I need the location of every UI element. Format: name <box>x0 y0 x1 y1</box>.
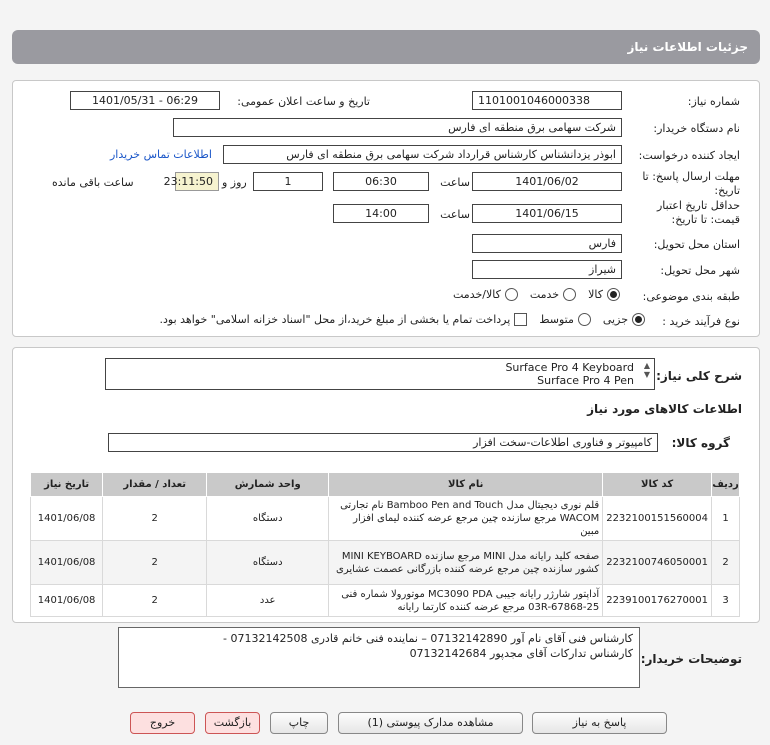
category-radio-goods-service[interactable] <box>505 288 518 301</box>
deadline-date-field: 1401/06/02 <box>472 172 622 191</box>
deadline-time-field: 06:30 <box>333 172 429 191</box>
summary-line-2: Surface Pro 4 Pen <box>537 374 634 387</box>
page-header <box>12 30 760 64</box>
row-code: 2232100151560004 <box>603 497 712 541</box>
buyer-notes-line-2: کارشناس تدارکات آقای مجدپور 07132142684 <box>409 647 633 660</box>
category-option-goods-service: کالا/خدمت <box>453 288 501 301</box>
process-option-minor: جزیی <box>602 313 628 326</box>
province-label: استان محل تحویل: <box>653 238 740 251</box>
row-date: 1401/06/08 <box>31 585 103 617</box>
city-field: شیراز <box>472 260 622 279</box>
process-option-medium: متوسط <box>539 313 574 326</box>
col-index: ردیف <box>712 473 740 497</box>
deadline-label-1: مهلت ارسال پاسخ: تا <box>642 170 740 183</box>
validity-time-label: ساعت <box>440 208 470 221</box>
row-qty: 2 <box>103 541 207 585</box>
row-index: 1 <box>712 497 740 541</box>
col-name: نام کالا <box>329 473 603 497</box>
summary-line-1: Surface Pro 4 Keyboard <box>505 361 634 374</box>
category-option-service: خدمت <box>529 288 560 301</box>
row-qty: 2 <box>103 585 207 617</box>
summary-field <box>105 358 655 390</box>
buyer-org-label: نام دستگاه خریدار: <box>653 122 740 135</box>
back-button[interactable]: بازگشت <box>205 712 260 734</box>
row-name: آداپتور شارژر رایانه جیبی MC3090 PDA موتورولا شماره فنی 03R-67868-25 مرجع عرضه کننده کارتما رایانه <box>329 585 603 617</box>
category-radio-goods[interactable] <box>607 288 620 301</box>
category-options <box>445 288 620 301</box>
contact-info-link[interactable]: اطلاعات تماس خریدار <box>110 148 212 161</box>
process-options <box>152 313 645 326</box>
validity-date-field: 1401/06/15 <box>472 204 622 223</box>
treasury-checkbox[interactable] <box>514 313 527 326</box>
remaining-label: ساعت باقی مانده <box>52 176 134 189</box>
need-number-field: 1101001046000338 <box>472 91 622 110</box>
row-code: 2232100746050001 <box>603 541 712 585</box>
page-title: جزئیات اطلاعات نیاز <box>627 40 748 54</box>
table-row <box>31 541 740 585</box>
print-button[interactable]: چاپ <box>270 712 328 734</box>
validity-label-1: حداقل تاریخ اعتبار <box>656 199 740 212</box>
remaining-time-field: 23:11:50 <box>175 172 219 191</box>
row-name: قلم نوری دیجیتال مدل Bamboo Pen and Touch نام تجارتی WACOM مرجع سازنده چین مرجع عرضه کننده لیمای افزار مبین <box>329 497 603 541</box>
col-qty: تعداد / مقدار <box>103 473 207 497</box>
row-unit: دستگاه <box>207 541 329 585</box>
buyer-notes-field <box>118 627 640 688</box>
announce-label: تاریخ و ساعت اعلان عمومی: <box>237 95 370 108</box>
days-field: 1 <box>253 172 323 191</box>
table-row <box>31 585 740 617</box>
category-radio-service[interactable] <box>563 288 576 301</box>
goods-table <box>30 472 740 617</box>
col-date: تاریخ نیاز <box>31 473 103 497</box>
buyer-notes-label: توضیحات خریدار: <box>640 652 742 666</box>
summary-label: شرح کلی نیاز: <box>656 369 742 383</box>
category-option-goods: کالا <box>588 288 603 301</box>
payment-note: پرداخت تمام یا بخشی از مبلغ خرید،از محل "اسناد خزانه اسلامی" خواهد بود. <box>159 313 511 326</box>
need-number-label: شماره نیاز: <box>687 95 740 108</box>
goods-group-field: کامپیوتر و فناوری اطلاعات-سخت افزار <box>108 433 658 452</box>
row-qty: 2 <box>103 497 207 541</box>
days-label: روز و <box>222 176 247 189</box>
province-field: فارس <box>472 234 622 253</box>
row-unit: دستگاه <box>207 497 329 541</box>
validity-label-2: قیمت: تا تاریخ: <box>671 213 740 226</box>
validity-time-field: 14:00 <box>333 204 429 223</box>
creator-label: ایجاد کننده درخواست: <box>638 149 740 162</box>
goods-group-label: گروه کالا: <box>671 436 730 450</box>
attachments-button[interactable]: مشاهده مدارک پیوستی (1) <box>338 712 523 734</box>
buyer-org-field: شرکت سهامی برق منطقه ای فارس <box>173 118 622 137</box>
category-label: طبقه بندی موضوعی: <box>642 290 740 303</box>
deadline-time-label: ساعت <box>440 176 470 189</box>
row-date: 1401/06/08 <box>31 541 103 585</box>
creator-field: ابوذر یزدانشناس کارشناس قرارداد شرکت سهامی برق منطقه ای فارس <box>223 145 622 164</box>
city-label: شهر محل تحویل: <box>660 264 740 277</box>
reply-button[interactable]: پاسخ به نیاز <box>532 712 667 734</box>
buyer-notes-line-1: کارشناس فنی آقای نام آور 07132142890 – نماینده فنی خانم قادری 07132142508 - <box>223 632 633 645</box>
process-radio-medium[interactable] <box>578 313 591 326</box>
process-label: نوع فرآیند خرید : <box>662 315 740 328</box>
col-code: کد کالا <box>603 473 712 497</box>
row-date: 1401/06/08 <box>31 497 103 541</box>
row-unit: عدد <box>207 585 329 617</box>
row-index: 3 <box>712 585 740 617</box>
goods-section-title: اطلاعات کالاهای مورد نیاز <box>587 402 742 416</box>
row-index: 2 <box>712 541 740 585</box>
table-row <box>31 497 740 541</box>
process-radio-minor[interactable] <box>632 313 645 326</box>
exit-button[interactable]: خروج <box>130 712 195 734</box>
row-name: صفحه کلید رایانه مدل MINI مرجع سازنده MINI KEYBOARD کشور سازنده چین مرجع عرضه کننده بازرگانی عصمت عشایری <box>329 541 603 585</box>
scroll-arrows-icon[interactable]: ▲ ▼ <box>643 361 650 379</box>
announce-field: 1401/05/31 - 06:29 <box>70 91 220 110</box>
row-code: 2239100176270001 <box>603 585 712 617</box>
deadline-label-2: تاریخ: <box>714 184 740 197</box>
col-unit: واحد شمارش <box>207 473 329 497</box>
